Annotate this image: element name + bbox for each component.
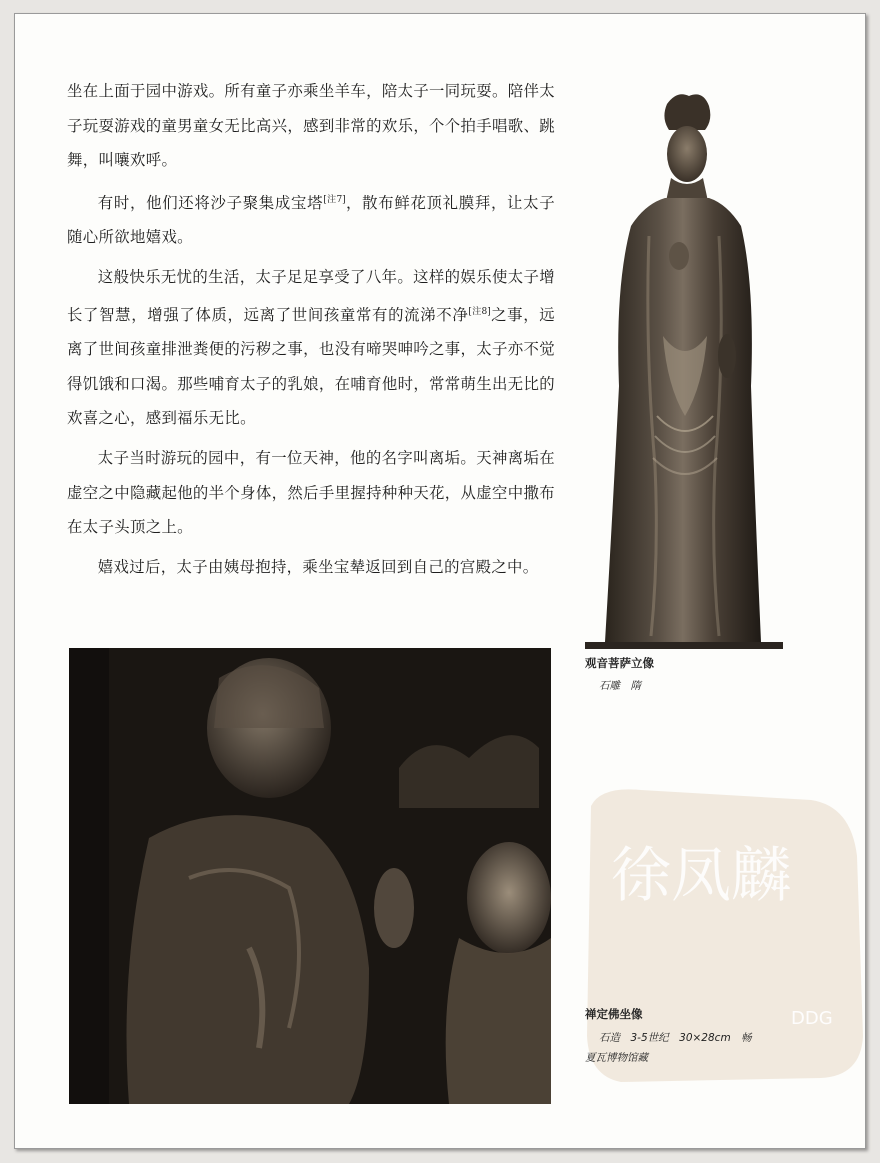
- seated-caption-sub: 石造 3-5世纪 30×28cm 畅: [599, 1032, 752, 1044]
- seated-buddha-photo: [69, 648, 551, 1104]
- body-paragraph: [67, 74, 555, 178]
- body-text-run: 太子当时游玩的园中，有一位天神，他的名字叫离垢。天神离垢在虚空之中隐藏起他的半个身体，然后手里握持种种天花，从虚空中撒布在太子头顶之上。: [67, 448, 555, 537]
- body-paragraph: [67, 260, 555, 436]
- body-text-run: 之事，远离了世间孩童排泄粪便的污秽之事，也没有啼哭呻吟之事，太子亦不觉得饥饿和口渴。那些哺育太子的乳娘，在哺育他时，常常萌生出无比的欢喜之心，感到福乐无比。: [67, 305, 556, 428]
- body-text-run: ，散布鲜花顶礼膜拜，让太子随心所欲地嬉戏。: [67, 193, 555, 247]
- footnote-ref: [注8]: [468, 306, 491, 317]
- seal-mark: DDG: [791, 1008, 833, 1029]
- body-paragraph: [67, 441, 555, 545]
- book-page: [14, 13, 866, 1149]
- body-text-run: 嬉戏过后，太子由姨母抱持，乘坐宝辇返回到自己的宫殿之中。: [97, 557, 539, 576]
- body-paragraph: [67, 183, 555, 255]
- footnote-ref: [注7]: [323, 194, 346, 205]
- statue-photo: [585, 86, 783, 649]
- body-text-run: 坐在上面于园中游戏。所有童子亦乘坐羊车，陪太子一同玩耍。陪伴太子玩耍游戏的童男童女无比高兴，感到非常的欢乐，个个拍手唱歌、跳舞，叫嚷欢呼。: [67, 82, 555, 170]
- statue-caption-sub: 石雕 隋: [599, 680, 641, 692]
- seated-caption-museum: 夏瓦博物馆藏: [585, 1052, 648, 1064]
- statue-caption-title: 观音菩萨立像: [585, 656, 654, 670]
- seal-text: 徐凤麟: [611, 841, 791, 911]
- body-paragraph: [67, 550, 555, 585]
- seated-caption-title: 禅定佛坐像: [585, 1007, 643, 1021]
- body-text-run: 有时，他们还将沙子聚集成宝塔: [97, 193, 324, 212]
- body-text: [67, 74, 555, 589]
- body-text-run: 这般快乐无忧的生活，太子足足享受了八年。这样的娱乐使太子增长了智慧，增强了体质，远离了世间孩童常有的流涕不净: [67, 267, 555, 324]
